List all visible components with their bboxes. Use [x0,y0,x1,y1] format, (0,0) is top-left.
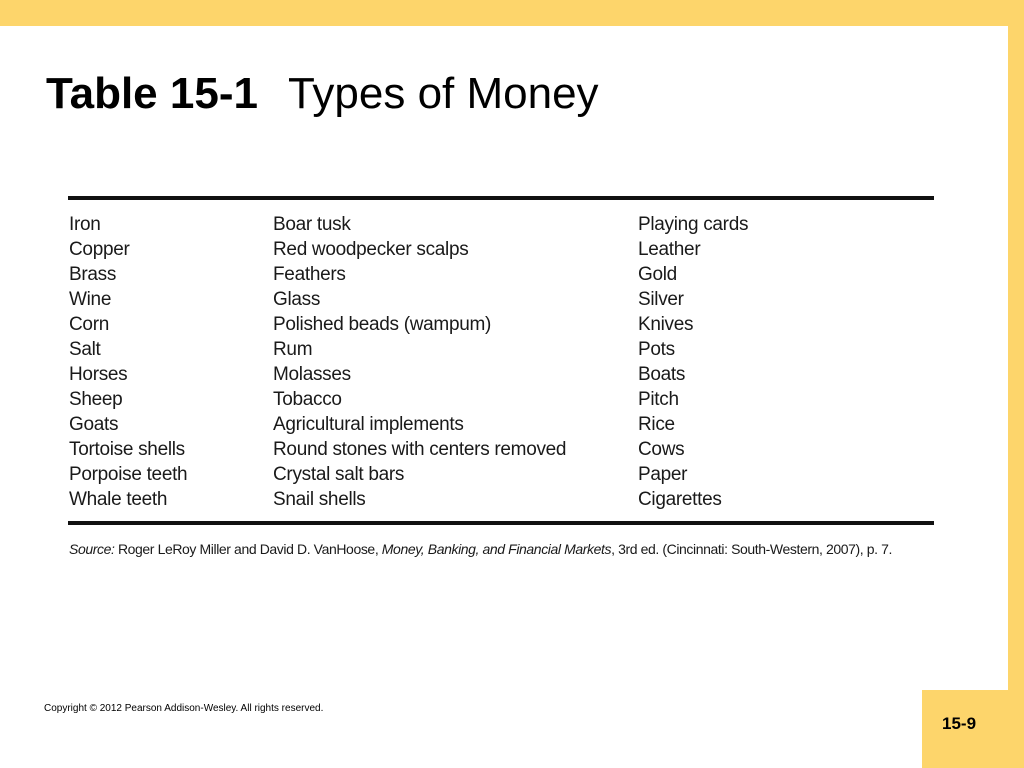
table-number: Table 15-1 [46,69,258,118]
list-item: Corn [69,314,109,335]
list-item: Sheep [69,389,123,410]
source-book-title: Money, Banking, and Financial Markets [381,541,612,557]
list-item: Pots [638,339,675,360]
list-item: Molasses [273,364,351,385]
list-item: Round stones with centers removed [273,439,567,460]
list-item: Red woodpecker scalps [273,239,469,260]
list-item: Playing cards [638,214,749,235]
list-item: Leather [638,239,701,260]
list-item: Cigarettes [638,489,722,510]
list-item: Tortoise shells [69,439,185,460]
list-item: Crystal salt bars [273,464,405,485]
list-item: Silver [638,289,684,310]
money-column-1 [69,212,187,512]
list-item: Polished beads (wampum) [273,314,492,335]
list-item: Porpoise teeth [69,464,188,485]
copyright-notice: Copyright © 2012 Pearson Addison-Wesley. All rights reserved. [44,703,324,714]
slide-title [46,70,599,118]
list-item: Horses [69,364,128,385]
list-item: Rum [273,339,313,360]
table-top-rule [68,196,934,200]
list-item: Boats [638,364,686,385]
list-item: Wine [69,289,112,310]
source-citation [69,541,892,557]
source-label: Source: [69,541,115,557]
list-item: Whale teeth [69,489,168,510]
table-bottom-rule [68,521,934,525]
source-details: , 3rd ed. (Cincinnati: South-Western, 2007), p. 7. [611,541,892,557]
list-item: Pitch [638,389,679,410]
page-number-box [922,690,1024,768]
right-frame-band [1008,0,1024,768]
list-item: Brass [69,264,117,285]
table-name: Types of Money [287,69,599,118]
list-item: Iron [69,214,101,235]
list-item: Copper [69,239,130,260]
list-item: Paper [638,464,688,485]
list-item: Salt [69,339,101,360]
list-item: Rice [638,414,675,435]
list-item: Gold [638,264,677,285]
top-frame-band [0,0,1024,26]
list-item: Knives [638,314,694,335]
list-item: Glass [273,289,321,310]
list-item: Feathers [273,264,346,285]
list-item: Boar tusk [273,214,351,235]
list-item: Cows [638,439,685,460]
page-number: 15-9 [942,714,977,733]
list-item: Goats [69,414,119,435]
list-item: Agricultural implements [273,414,464,435]
list-item: Snail shells [273,489,366,510]
list-item: Tobacco [273,389,342,410]
source-authors: Roger LeRoy Miller and David D. VanHoose, [114,541,382,557]
money-column-3 [638,212,748,512]
money-column-2 [273,212,566,512]
